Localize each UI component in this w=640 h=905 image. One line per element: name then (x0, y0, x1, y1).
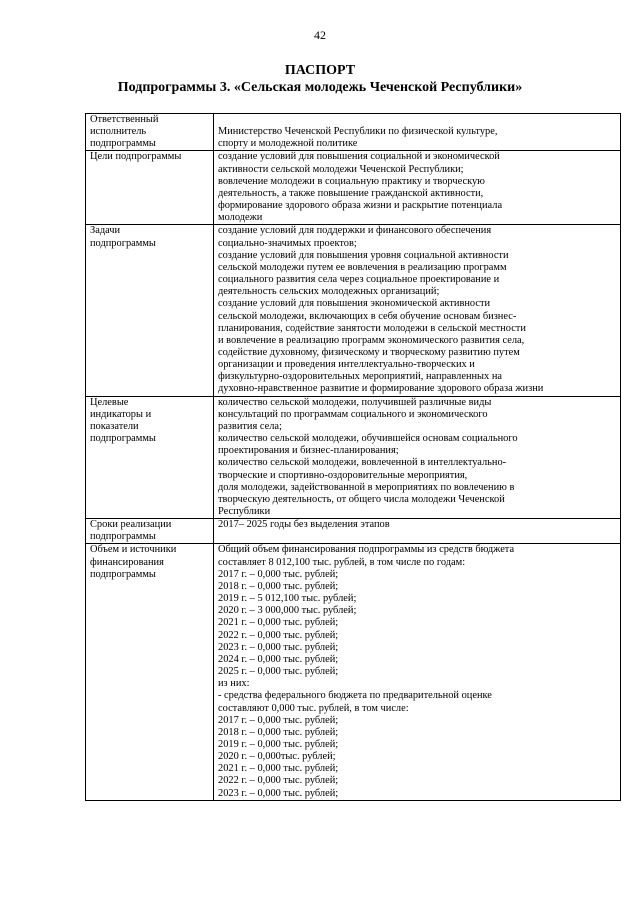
row-value-line: активности сельской молодежи Чеченской Республики; (218, 163, 464, 175)
row-value-line: создание условий для повышения социальной и экономической (218, 151, 500, 163)
row-value-line: Министерство Чеченской Республики по физической культуре, (218, 126, 498, 138)
row-value-line: 2021 г. – 0,000 тыс. рублей; (218, 617, 339, 629)
row-value-line: 2020 г. – 0,000тыс. рублей; (218, 751, 336, 763)
row-value-line: формирование здорового образа жизни и раскрытие потенциала (218, 200, 503, 212)
row-value-line: творческую деятельность, от общего числа молодежи Чеченской (218, 493, 505, 505)
row-value-line: - средства федерального бюджета по предварительной оценке (218, 690, 492, 702)
row-value-cell (214, 544, 621, 800)
row-value-cell (214, 151, 621, 225)
row-value-line: составляют 0,000 тыс. рублей, в том числе: (218, 702, 409, 714)
row-value-line: планирования, содействие занятости молодежи в сельской местности (218, 322, 526, 334)
row-label-cell (86, 225, 214, 396)
page-number: 42 (314, 28, 326, 42)
row-value-line: физкультурно-оздоровительных мероприятий, направленных на (218, 371, 503, 383)
row-value-line: социального развития села через социальное проектирование и (218, 274, 500, 286)
row-value-line: молодежи (218, 212, 263, 224)
row-value-cell (214, 396, 621, 519)
row-value-line: деятельность, а также повышение гражданской активности, (218, 187, 484, 199)
row-label-cell (86, 396, 214, 519)
row-value-cell (214, 114, 621, 151)
document-title: ПАСПОРТ (284, 63, 356, 78)
row-value-line: 2022 г. – 0,000 тыс. рублей; (218, 629, 339, 641)
row-label-line: подпрограммы (90, 568, 156, 580)
row-value-line: 2024 г. – 0,000 тыс. рублей; (218, 653, 339, 665)
row-value-line: развития села; (218, 420, 282, 432)
row-value-line: 2019 г. – 5 012,100 тыс. рублей; (218, 593, 357, 605)
row-value-line: и вовлечение в реализацию программ экономического развития села, (218, 334, 525, 346)
row-value-cell (214, 519, 621, 544)
row-value-line: доля молодежи, задействованной в мероприятиях по вовлечению в (218, 481, 515, 493)
row-label-cell (86, 114, 214, 151)
row-value-line: консультаций по программам социального и экономического (218, 408, 488, 420)
row-value-line: Республики (218, 506, 271, 517)
row-value-line: 2017 г. – 0,000 тыс. рублей; (218, 714, 339, 726)
row-value-line: 2021 г. – 0,000 тыс. рублей; (218, 763, 339, 775)
row-label-line: подпрограммы (90, 531, 156, 543)
row-value-line: духовно-нравственное развитие и формирование здорового образа жизни (218, 383, 544, 395)
row-value-line: организации и проведения интеллектуально-творческих и (218, 359, 475, 371)
row-label-line: Целевые (90, 396, 129, 408)
row-value-line: 2019 г. – 0,000 тыс. рублей; (218, 738, 339, 750)
row-label-cell (86, 519, 214, 544)
row-value-line: вовлечение молодежи в социальную практику и творческую (218, 175, 485, 187)
row-value-line: творческие и спортивно-оздоровительные мероприятия, (218, 469, 468, 481)
row-label-line: подпрограммы (90, 237, 156, 249)
row-value-line (218, 114, 618, 126)
row-value-line: содействие духовному, физическому и творческому развитию путем (218, 346, 520, 358)
row-label-line: подпрограммы (90, 433, 156, 445)
row-value-line: Общий объем финансирования подпрограммы из средств бюджета (218, 544, 515, 556)
row-label-line: Ответственный (90, 114, 159, 125)
table-row-implementation-period (86, 519, 621, 544)
row-value-line: 2018 г. – 0,000 тыс. рублей; (218, 580, 339, 592)
row-value-line: количество сельской молодежи, обучившейся основам социального (218, 433, 518, 445)
row-value-line: социально-значимых проектов; (218, 237, 357, 249)
row-value-line: 2017– 2025 годы без выделения этапов (218, 519, 390, 531)
row-label-line: Задачи (90, 225, 121, 237)
table-row-goals (86, 151, 621, 225)
document-subtitle: Подпрограммы 3. «Сельская молодежь Чеченской Республики» (117, 80, 523, 95)
row-label-line: показатели (90, 420, 139, 432)
row-value-line: создание условий для поддержки и финансового обеспечения (218, 225, 492, 237)
row-label-cell (86, 151, 214, 225)
row-value-line: количество сельской молодежи, вовлеченной в интеллектуально- (218, 457, 507, 469)
row-label-line: Объем и источники (90, 544, 177, 556)
row-value-line: создание условий для повышения экономической активности (218, 298, 491, 310)
row-value-line: спорту и молодежной политике (218, 138, 358, 150)
table-row-responsible-executor (86, 114, 621, 151)
row-value-line: из них: (218, 678, 250, 690)
row-value-line: 2018 г. – 0,000 тыс. рублей; (218, 726, 339, 738)
passport-table (85, 113, 621, 801)
table-row-financing (86, 544, 621, 800)
row-value-line: деятельность сельских молодежных организаций; (218, 286, 440, 298)
row-value-line: 2023 г. – 0,000 тыс. рублей; (218, 787, 339, 799)
row-value-line: 2022 г. – 0,000 тыс. рублей; (218, 775, 339, 787)
row-value-line: 2017 г. – 0,000 тыс. рублей; (218, 568, 339, 580)
row-value-line: проектирования и бизнес-планирования; (218, 445, 399, 457)
table-row-target-indicators (86, 396, 621, 519)
row-label-line: подпрограммы (90, 138, 156, 150)
row-label-line: Сроки реализации (90, 519, 172, 531)
row-value-line: сельской молодежи, включающих в себя обучение основам бизнес- (218, 310, 517, 322)
row-label-cell (86, 544, 214, 800)
row-value-line: 2023 г. – 0,000 тыс. рублей; (218, 641, 339, 653)
row-value-line: составляет 8 012,100 тыс. рублей, в том числе по годам: (218, 556, 466, 568)
row-value-line: количество сельской молодежи, получившей различные виды (218, 396, 492, 408)
row-value-line: сельской молодежи путем ее вовлечения в реализацию программ (218, 261, 507, 273)
row-label-line: Цели подпрограммы (90, 151, 182, 163)
row-label-line: индикаторы и (90, 408, 152, 420)
row-label-line: исполнитель (90, 126, 147, 138)
row-value-line: 2025 г. – 0,000 тыс. рублей; (218, 666, 339, 678)
row-label-line: финансирования (90, 556, 164, 568)
row-value-cell (214, 225, 621, 396)
row-value-line: 2020 г. – 3 000,000 тыс. рублей; (218, 605, 357, 617)
row-value-line: создание условий для повышения уровня социальной активности (218, 249, 509, 261)
table-row-tasks (86, 225, 621, 396)
